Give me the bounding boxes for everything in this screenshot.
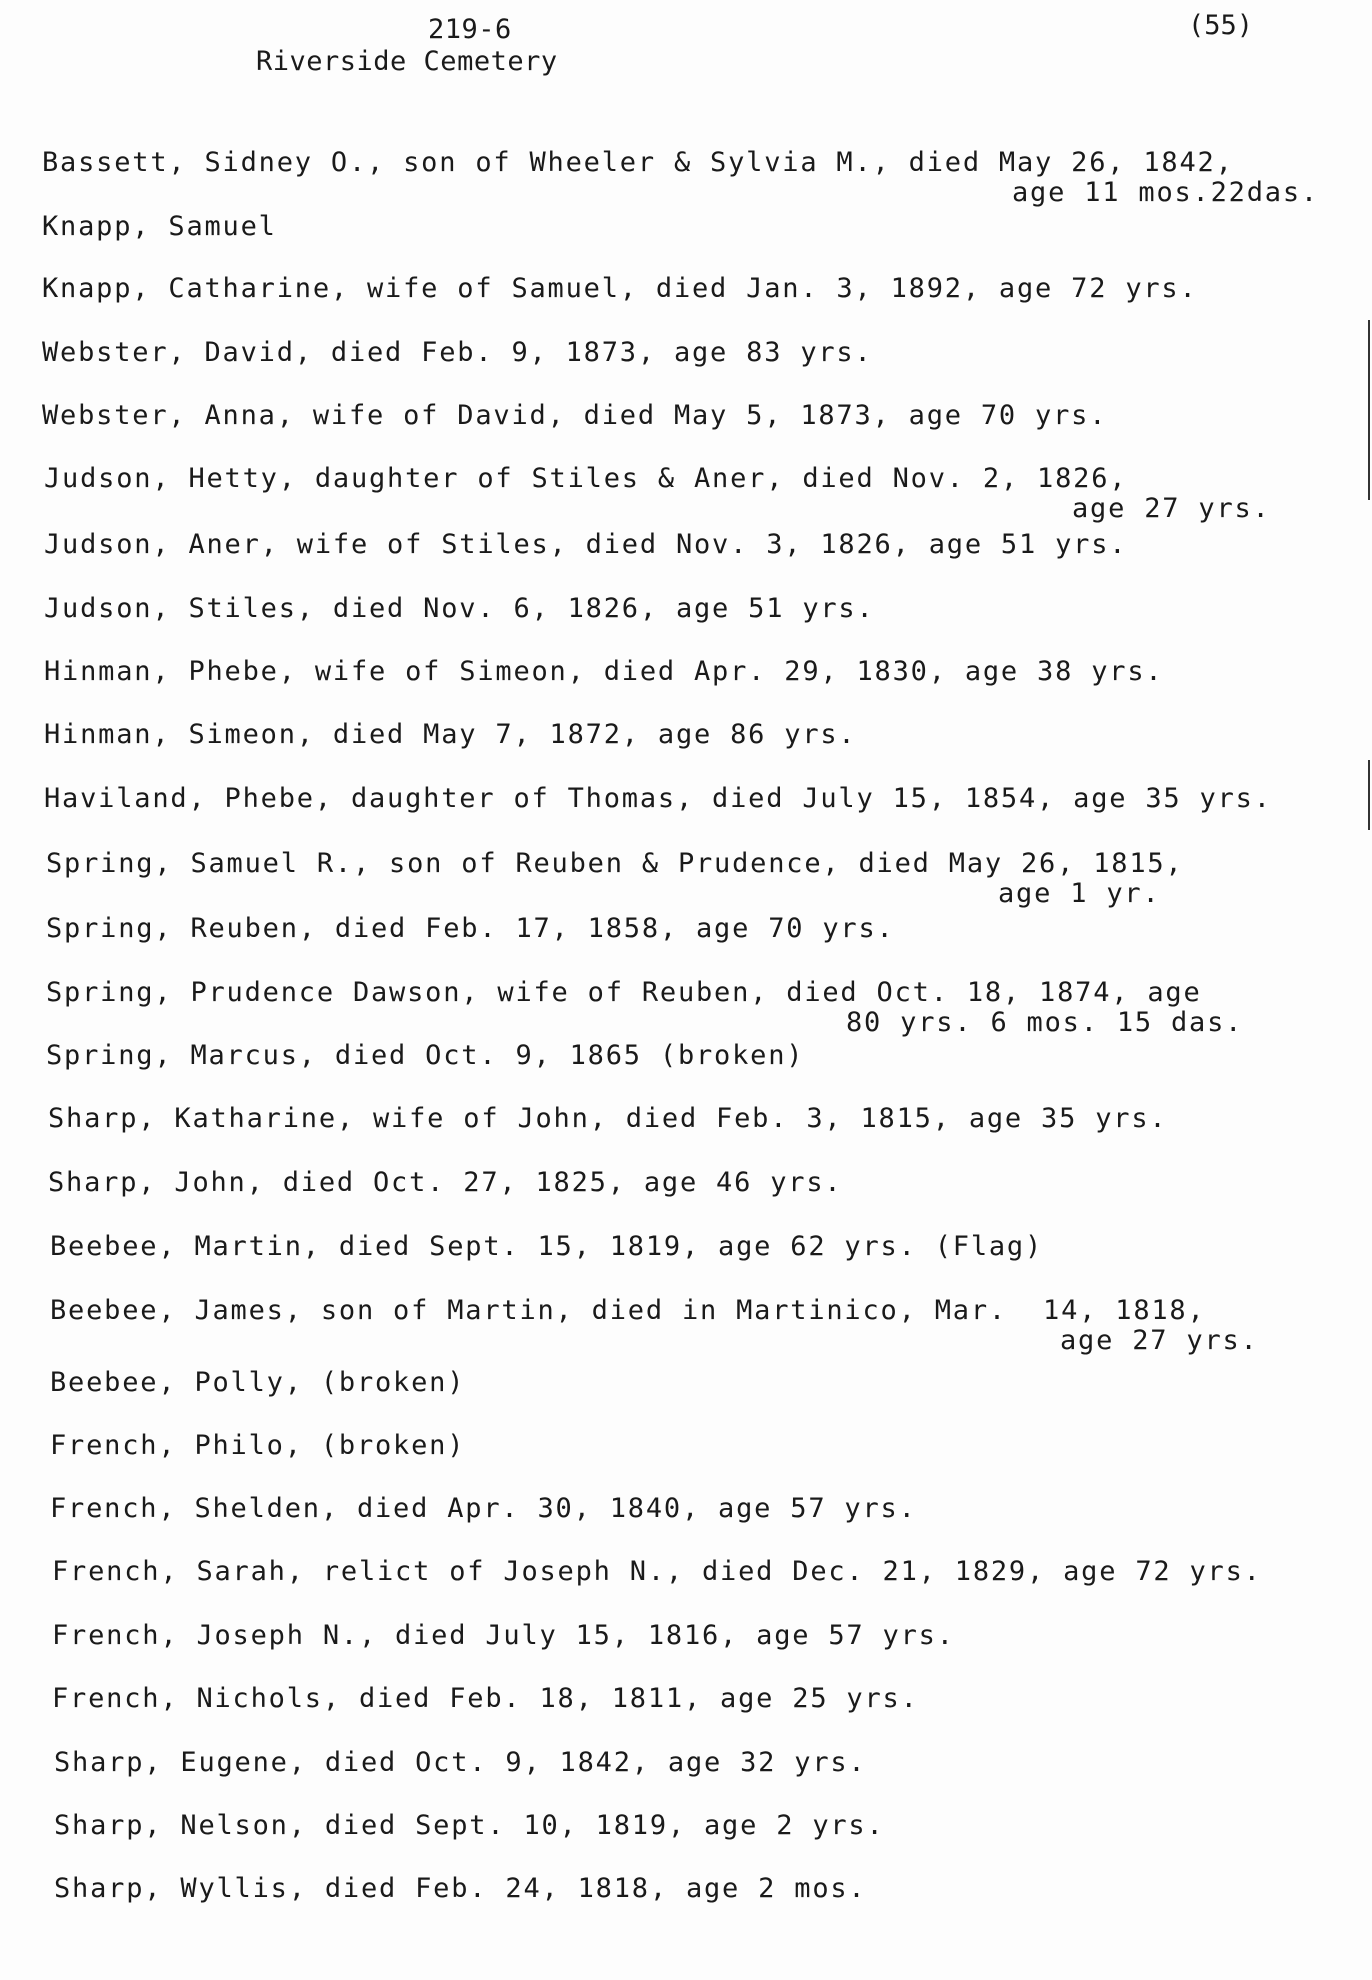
burial-record: French, Sarah, relict of Joseph N., died Dec. 21, 1829, age 72 yrs. (52, 1556, 1262, 1587)
burial-record: Sharp, Eugene, died Oct. 9, 1842, age 32 yrs. (54, 1747, 867, 1778)
burial-record: Webster, Anna, wife of David, died May 5, 1873, age 70 yrs. (42, 400, 1108, 431)
burial-record: Sharp, Katharine, wife of John, died Feb. 3, 1815, age 35 yrs. (48, 1103, 1168, 1134)
scan-edge-mark (1368, 320, 1370, 500)
burial-record: Beebee, James, son of Martin, died in Martinico, Mar. 14, 1818, (50, 1295, 1206, 1326)
burial-record: Spring, Prudence Dawson, wife of Reuben, died Oct. 18, 1874, age (46, 977, 1202, 1008)
burial-record: Judson, Stiles, died Nov. 6, 1826, age 51 yrs. (44, 593, 875, 624)
burial-record-continuation: age 1 yr. (998, 878, 1161, 909)
burial-record: Knapp, Catharine, wife of Samuel, died Jan. 3, 1892, age 72 yrs. (42, 273, 1198, 304)
burial-record: French, Joseph N., died July 15, 1816, age 57 yrs. (52, 1620, 955, 1651)
burial-record: Judson, Aner, wife of Stiles, died Nov. 3, 1826, age 51 yrs. (44, 529, 1128, 560)
burial-record-continuation: age 27 yrs. (1060, 1325, 1259, 1356)
document-code: 219-6 (428, 14, 512, 45)
burial-record-continuation: age 27 yrs. (1072, 493, 1271, 524)
burial-record: Spring, Marcus, died Oct. 9, 1865 (broken) (46, 1040, 805, 1071)
burial-record-continuation: age 11 mos.22das. (1012, 177, 1319, 208)
burial-record: French, Nichols, died Feb. 18, 1811, age 25 yrs. (52, 1683, 919, 1714)
burial-record: Beebee, Martin, died Sept. 15, 1819, age 62 yrs. (Flag) (50, 1231, 1044, 1262)
burial-record: Sharp, Nelson, died Sept. 10, 1819, age 2 yrs. (54, 1810, 885, 1841)
scan-edge-mark (1368, 760, 1370, 830)
page-title: Riverside Cemetery (256, 46, 558, 77)
burial-record: Sharp, Wyllis, died Feb. 24, 1818, age 2 mos. (54, 1873, 867, 1904)
burial-record: French, Shelden, died Apr. 30, 1840, age 57 yrs. (50, 1493, 917, 1524)
page-number: (55) (1188, 10, 1254, 41)
burial-record: Sharp, John, died Oct. 27, 1825, age 46 yrs. (48, 1167, 843, 1198)
burial-record: Bassett, Sidney O., son of Wheeler & Sylvia M., died May 26, 1842, (42, 147, 1234, 178)
burial-record-continuation: 80 yrs. 6 mos. 15 das. (846, 1007, 1244, 1038)
burial-record: French, Philo, (broken) (50, 1430, 466, 1461)
burial-record: Judson, Hetty, daughter of Stiles & Aner, died Nov. 2, 1826, (44, 463, 1128, 494)
burial-record: Hinman, Phebe, wife of Simeon, died Apr. 29, 1830, age 38 yrs. (44, 656, 1164, 687)
burial-record: Haviland, Phebe, daughter of Thomas, died July 15, 1854, age 35 yrs. (44, 783, 1272, 814)
burial-record: Beebee, Polly, (broken) (50, 1367, 466, 1398)
burial-record: Webster, David, died Feb. 9, 1873, age 83 yrs. (42, 337, 873, 368)
burial-record: Spring, Samuel R., son of Reuben & Prudence, died May 26, 1815, (46, 848, 1184, 879)
burial-record: Spring, Reuben, died Feb. 17, 1858, age 70 yrs. (46, 913, 895, 944)
burial-record: Hinman, Simeon, died May 7, 1872, age 86 yrs. (44, 719, 857, 750)
burial-record: Knapp, Samuel (42, 211, 277, 242)
